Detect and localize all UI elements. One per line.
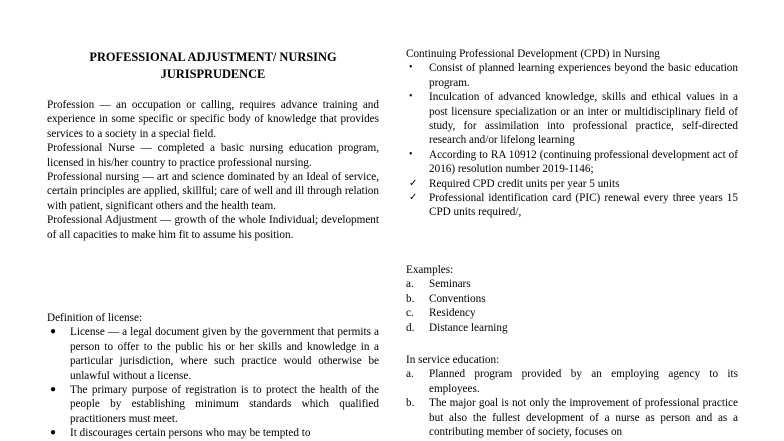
definition-professional-nurse: Professional Nurse — completed a basic nursing education program, licensed in his/her country to practice professional nursing. <box>47 142 379 169</box>
list-item: ● It discourages certain persons who may be tempted to <box>50 427 311 440</box>
bullet-icon: • <box>409 62 413 74</box>
list-item: d. Distance learning <box>406 321 508 334</box>
list-item: • Consist of planned learning experiences beyond the basic education program. <box>409 62 738 89</box>
cpd-list <box>406 61 738 219</box>
definitions-section <box>47 98 379 242</box>
list-item: c. Residency <box>406 307 476 320</box>
license-list <box>47 325 379 440</box>
examples-list <box>406 277 738 335</box>
inservice-list <box>406 367 738 439</box>
definition-profession: Profession — an occupation or calling, requires advance training and experience in some specific or specific body of knowledge that provides services to a society in a special field. <box>47 99 379 140</box>
page-title: PROFESSIONAL ADJUSTMENT/ NURSING JURISPRUDENCE <box>89 50 337 81</box>
checkmark-icon: ✓ <box>409 192 418 204</box>
list-item: • According to RA 10912 (continuing professional development act of 2016) resolution number 2019-1146; <box>409 148 738 176</box>
bullet-icon: • <box>409 91 413 103</box>
checkmark-icon: ✓ <box>409 177 418 189</box>
list-item: ● License — a legal document given by the government that permits a person to offer to the public his or her skills and knowledge in a particular jurisdiction, where such practice would otherwise be unlawful without a license. <box>50 326 379 382</box>
list-item: ● The primary purpose of registration is to protect the health of the people by establishing minimum standards which qualified practitioners must meet. <box>50 384 379 425</box>
cpd-heading: Continuing Professional Development (CPD) in Nursing <box>406 48 660 60</box>
bullet-icon: ● <box>50 326 57 338</box>
list-item: a. Planned program provided by an employing agency to its employees. <box>406 368 738 395</box>
list-item: a. Seminars <box>406 278 471 291</box>
bullet-icon: ● <box>50 427 57 439</box>
inservice-section <box>406 353 738 439</box>
examples-heading: Examples: <box>406 264 454 276</box>
definition-professional-nursing: Professional nursing — art and science dominated by an Ideal of service, certain principles are applied, skillful; care of well and ill through relation with patient, significant others and the health team. <box>47 171 379 212</box>
list-item: b. The major goal is not only the improvement of professional practice but also the fullest development of a nurse as person and as a contributing member of society, focuses on <box>406 397 738 439</box>
list-item: b. Conventions <box>406 292 486 305</box>
examples-section <box>406 263 738 335</box>
list-item: • Inculcation of advanced knowledge, skills and ethical values in a post licensure specialization or an inter or multidisciplinary field of study, for assimilation into professional practice, self-directed research and/or lifelong learning <box>409 91 738 147</box>
license-heading: Definition of license: <box>47 312 143 324</box>
list-item: ✓ Professional identification card (PIC) renewal every three years 15 CPD units required/, <box>409 192 738 219</box>
list-item: ✓ Required CPD credit units per year 5 units <box>409 177 620 190</box>
cpd-section <box>406 47 738 220</box>
bullet-icon: ● <box>50 384 57 396</box>
bullet-icon: • <box>409 148 413 160</box>
inservice-heading: In service education: <box>406 354 500 366</box>
definition-professional-adjustment: Professional Adjustment — growth of the whole Individual; development of all capacities to make him fit to assume his position. <box>47 214 379 241</box>
license-section <box>47 311 379 441</box>
